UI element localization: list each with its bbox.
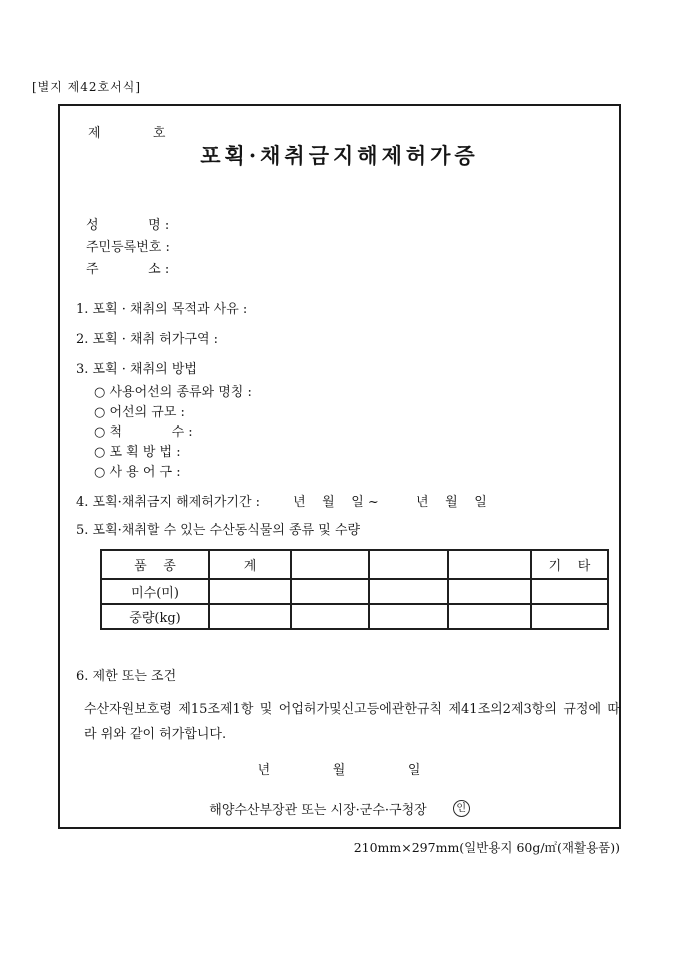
table-header-blank-2 (369, 550, 448, 579)
method-sub-vessel-size-label: ○ 어선의 규모 : (94, 405, 185, 420)
table-header-blank-3 (448, 550, 531, 579)
signer-line (60, 799, 619, 818)
species-quantity-table (100, 549, 609, 630)
table-header-species: 품 종 (101, 550, 209, 579)
method-sub-gear-label: ○ 사 용 어 구 : (94, 465, 181, 480)
item-permit-area-label: 2. 포획 · 채취 허가구역 : (76, 332, 219, 347)
legal-text-line-1: 수산자원보호령 제15조제1항 및 어업허가및신고등에관한규칙 제41조의2제3항의 규정에 따 (84, 702, 620, 717)
row-label-tail-count: 미수(미) (101, 579, 209, 604)
method-sub-vessel-type-label: ○ 사용어선의 종류와 명칭 : (94, 385, 252, 400)
resident-id-field-label: 주민등록번호 : (86, 240, 170, 255)
method-sub-capture-method-label: ○ 포 획 방 법 : (94, 445, 181, 460)
item-permit-period-label: 4. 포획·채취금지 해제허가기간 : 년 월 일 ~ 년 월 일 (76, 495, 487, 510)
legal-text-line-2: 라 위와 같이 허가합니다. (84, 727, 227, 742)
permit-border-box (58, 104, 621, 829)
table-cell (369, 604, 448, 629)
table-cell (291, 604, 369, 629)
form-reference-label: [별지 제42호서식] (32, 80, 141, 94)
table-cell (369, 579, 448, 604)
table-row-tail-count (101, 579, 608, 604)
table-cell (209, 579, 291, 604)
table-header-row (101, 550, 608, 579)
item-species-quantity-label: 5. 포획·채취할 수 있는 수산동식물의 종류 및 수량 (76, 523, 361, 538)
table-cell (209, 604, 291, 629)
item-method-label: 3. 포획 · 채취의 방법 (76, 362, 197, 377)
item-purpose-label: 1. 포획 · 채취의 목적과 사유 : (76, 302, 248, 317)
table-cell (291, 579, 369, 604)
table-cell (448, 579, 531, 604)
seal-character: 인 (456, 802, 467, 814)
table-cell (531, 604, 608, 629)
document-number-label: 제 호 (88, 126, 167, 141)
table-header-total: 계 (209, 550, 291, 579)
name-field-label: 성 명 : (86, 218, 170, 233)
paper-spec-note: 210mm×297mm(일반용지 60g/㎡(재활용품)) (353, 840, 620, 855)
item-conditions-label: 6. 제한 또는 조건 (76, 669, 177, 684)
seal-mark-icon (453, 800, 470, 817)
table-header-blank-1 (291, 550, 369, 579)
date-line: 년 월 일 (257, 763, 422, 778)
form-title: 포획·채취금지해제허가증 (200, 143, 479, 168)
method-sub-vessel-count-label: ○ 척 수 : (94, 425, 193, 440)
table-header-other: 기 타 (531, 550, 608, 579)
table-cell (448, 604, 531, 629)
row-label-weight: 중량(kg) (101, 604, 209, 629)
table-cell (531, 579, 608, 604)
address-field-label: 주 소 : (86, 262, 170, 277)
table-row-weight (101, 604, 608, 629)
signer-title-label: 해양수산부장관 또는 시장·군수·구청장 (209, 803, 427, 818)
